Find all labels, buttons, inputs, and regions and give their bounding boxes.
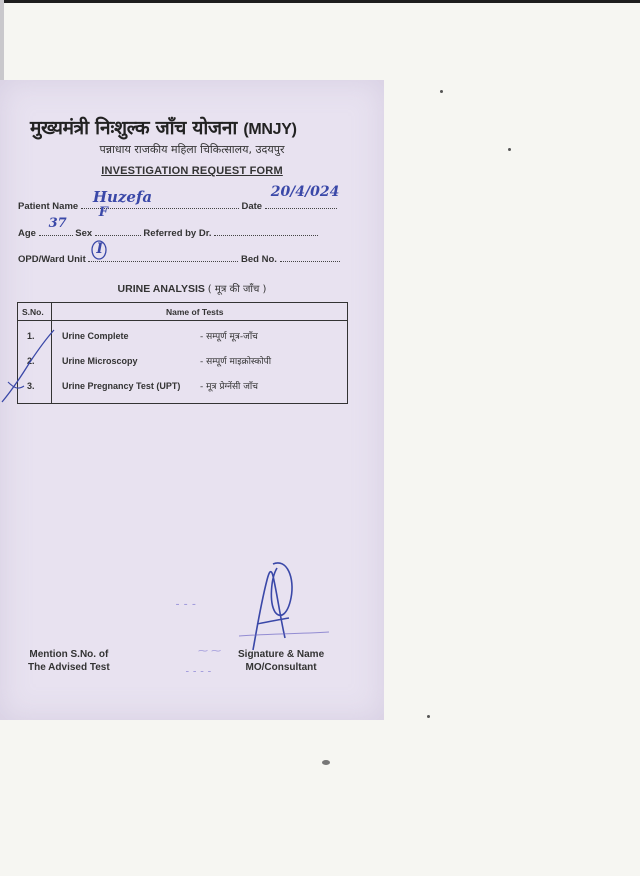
scan-speck [322,760,330,765]
sex-label: Sex [75,228,93,239]
row3-hindi: - मूत्र प्रेग्नेंसी जाँच [200,382,258,392]
opd-circle-mark [90,239,108,261]
row3-sno: 3. [27,381,35,391]
footer-right-line1: Signature & Name [238,649,325,660]
hospital-name: पन्नाधाय राजकीय महिला चिकित्सालय, उदयपुर [99,143,285,156]
patient-name-label: Patient Name [18,201,79,212]
date-value: 20/4/024 [270,184,340,200]
opd-value: I [96,241,103,257]
sex-line [95,205,141,236]
row2-sno: 2. [27,356,35,366]
stamp-mark-3: ⁃ ⁃ ⁃ ⁃ [185,668,212,678]
row1-hindi: - सम्पूर्ण मूत्र-जाँच [200,332,258,342]
opd-line [88,241,238,262]
footer-left-line2: The Advised Test [28,662,110,673]
form-title: INVESTIGATION REQUEST FORM [101,165,283,177]
section-title-en: URINE ANALYSIS [117,283,205,295]
patient-name-row [18,184,340,212]
row3-name: Urine Pregnancy Test (UPT) [62,381,181,391]
referred-label: Referred by Dr. [143,228,212,239]
request-form-sheet [0,80,384,720]
section-title [0,281,384,295]
footer-signature-label [238,648,324,674]
scheme-title-hindi: मुख्यमंत्री निःशुल्क जाँच योजना [30,117,237,139]
th-sno: S.No. [22,307,44,317]
tick-mark-pen [0,320,70,410]
sex-value: F [98,205,109,220]
footer-right-line2: MO/Consultant [245,662,317,673]
age-value: 37 [48,216,67,231]
opd-bed-row [18,241,340,265]
referred-line [214,225,318,236]
footer-mention-sno [28,648,110,674]
scheme-title [30,114,297,140]
scan-top-border [0,0,640,3]
row1-sno: 1. [27,331,35,341]
opd-label: OPD/Ward Unit [18,254,86,265]
patient-name-value: Huzefa [92,188,153,206]
row2-name: Urine Microscopy [62,356,138,366]
stamp-mark-1: ⁃ ⁃ ⁃ [175,600,197,611]
row2-hindi: - सम्पूर्ण माइक्रोस्कोपी [200,357,272,367]
scan-left-border [0,0,4,80]
age-label: Age [18,228,36,239]
th-test-name: Name of Tests [166,307,224,317]
footer-left-line1: Mention S.No. of [29,649,109,660]
scheme-code: (MNJY) [243,121,297,138]
scan-speck [440,90,443,93]
bed-line [280,251,340,262]
date-line [265,184,340,209]
scan-speck [427,715,430,718]
date-label: Date [241,201,263,212]
row1-name: Urine Complete [62,331,129,341]
bed-label: Bed No. [241,254,277,265]
stamp-mark-2: ⁓ ⁓ [198,646,222,657]
section-title-hi: ( मूत्र की जाँच ) [207,284,267,295]
scan-speck [508,148,511,151]
age-line [39,216,73,236]
